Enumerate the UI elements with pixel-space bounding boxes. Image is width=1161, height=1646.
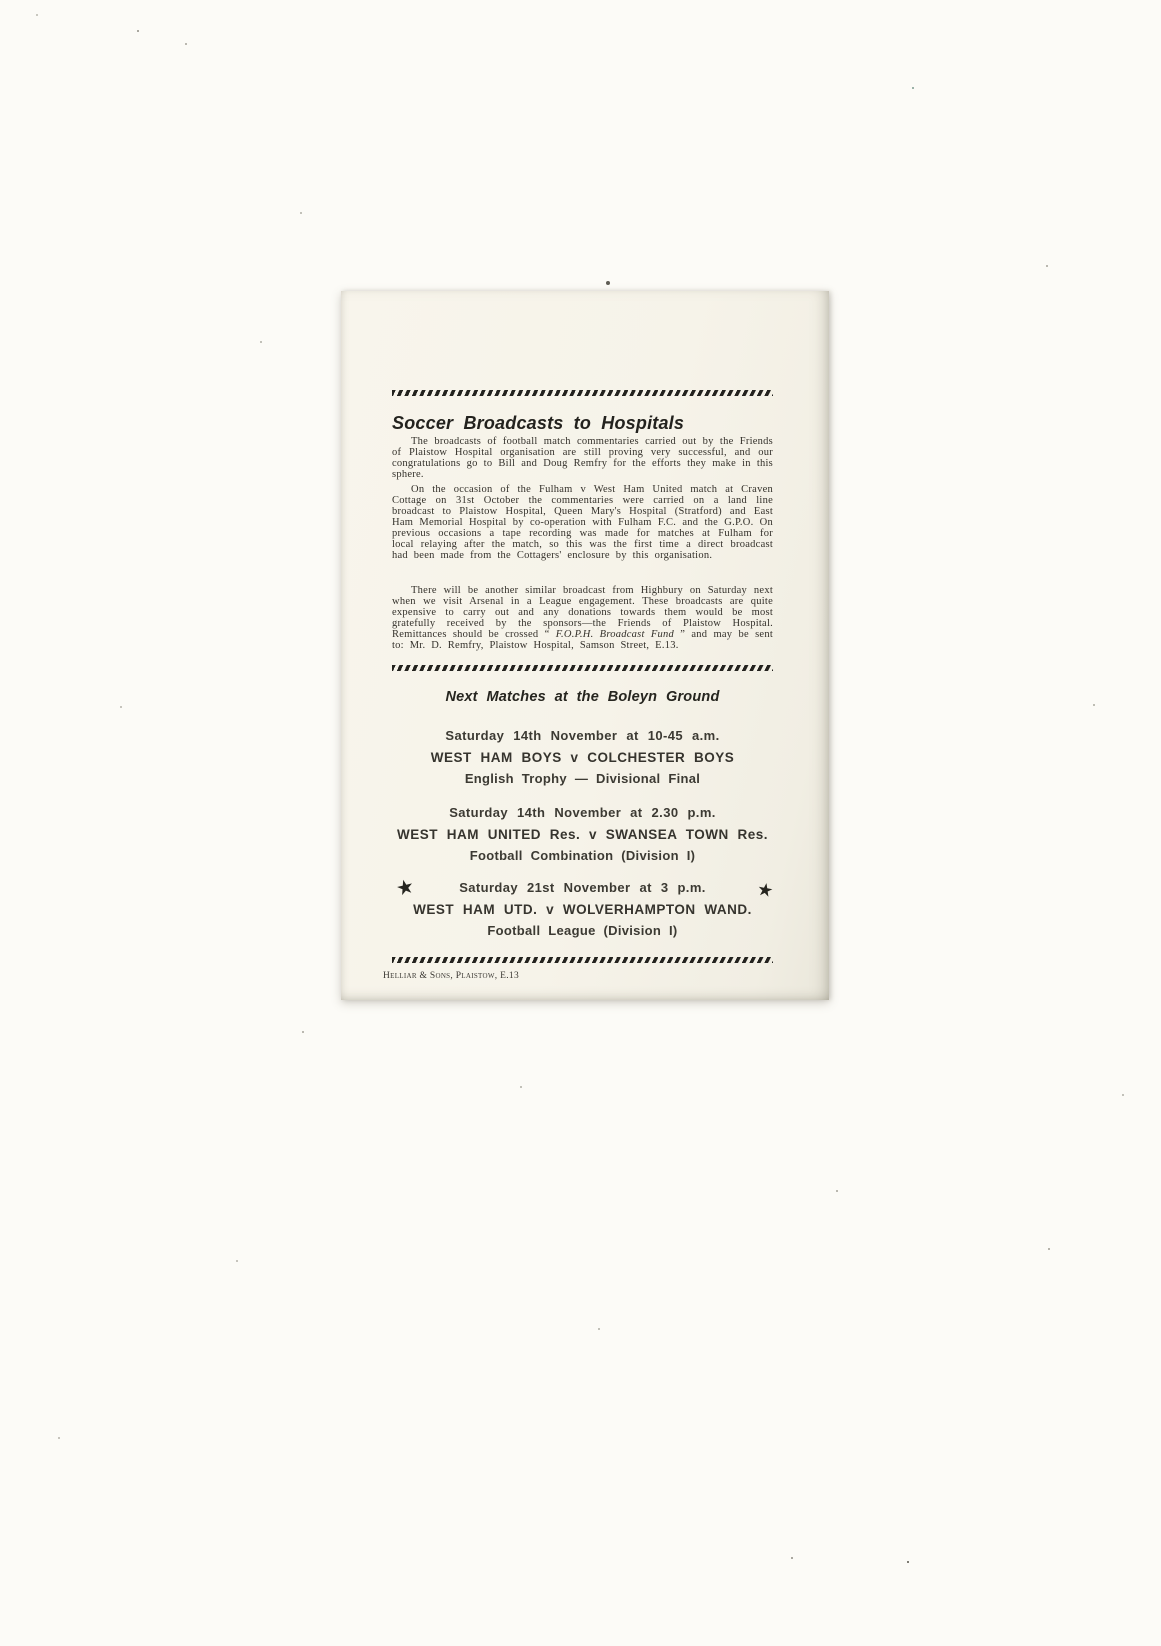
article-title: Soccer Broadcasts to Hospitals xyxy=(392,413,685,433)
match-2-fixture: WEST HAM UNITED Res. v SWANSEA TOWN Res. xyxy=(396,826,769,842)
star-icon-right: ★ xyxy=(755,878,775,903)
article-paragraph-1: The broadcasts of football match commentaries carried out by the Friends of Plaistow Hospital organisation are still proving very successful, and our congratulations go to Bill and Doug Remfry for the efforts they make in this sphere. xyxy=(392,436,773,480)
match-block-1 xyxy=(392,725,773,790)
article-paragraph-2: On the occasion of the Fulham v West Ham United match at Craven Cottage on 31st October the commentaries were carried on a land line broadcast to Plaistow Hospital, Queen Mary's Hospital (Stratford) and East Ham Memorial Hospital by co-operation with Fulham F.C. and the G.P.O. On previous occasions a tape recording was made for matches at Fulham for local relaying after the match, so this was the first time a direct broadcast had been made from the Cottagers' enclosure by this organisation. xyxy=(392,484,773,561)
programme-page-sheet xyxy=(341,291,829,1000)
match-3-date: Saturday 21st November at 3 p.m. xyxy=(459,880,706,895)
rope-separator-middle xyxy=(392,665,773,671)
match-1-fixture: WEST HAM BOYS v COLCHESTER BOYS xyxy=(430,749,735,765)
article-paragraph-3 xyxy=(392,585,773,651)
rope-separator-bottom xyxy=(392,957,773,963)
match-3-fixture: WEST HAM UTD. v WOLVERHAMPTON WAND. xyxy=(413,901,752,917)
match-block-2 xyxy=(392,802,773,867)
match-2-date: Saturday 14th November at 2.30 p.m. xyxy=(449,805,716,820)
printer-credit: Helliar & Sons, Plaistow, E.13 xyxy=(383,971,519,981)
fixtures-section-title: Next Matches at the Boleyn Ground xyxy=(445,689,720,705)
match-1-date: Saturday 14th November at 10-45 a.m. xyxy=(445,728,720,743)
match-1-competition: English Trophy — Divisional Final xyxy=(464,771,701,786)
scan-dust-specks xyxy=(0,0,2,2)
broadcast-fund-italic: F.O.P.H. Broadcast Fund xyxy=(555,629,675,640)
star-icon-left: ★ xyxy=(393,873,417,901)
rope-separator-top xyxy=(392,390,773,396)
match-block-3 xyxy=(392,873,775,942)
paragraph-3-text-end: ” and may be sent to: Mr. D. Remfry, Plaistow Hospital, Samson Street, E.13. xyxy=(392,629,773,651)
match-3-competition: Football League (Division I) xyxy=(487,923,678,938)
paragraph-3-text: There will be another similar broadcast from Highbury on Saturday next when we visit Arsenal in a League engagement. These broadcasts are quite expensive to carry out and any donations towards them would be most gratefully received by the sponsors—the Friends of Plaistow Hospital. Remittances should be crossed “ xyxy=(392,585,773,640)
match-2-competition: Football Combination (Division I) xyxy=(469,848,696,863)
